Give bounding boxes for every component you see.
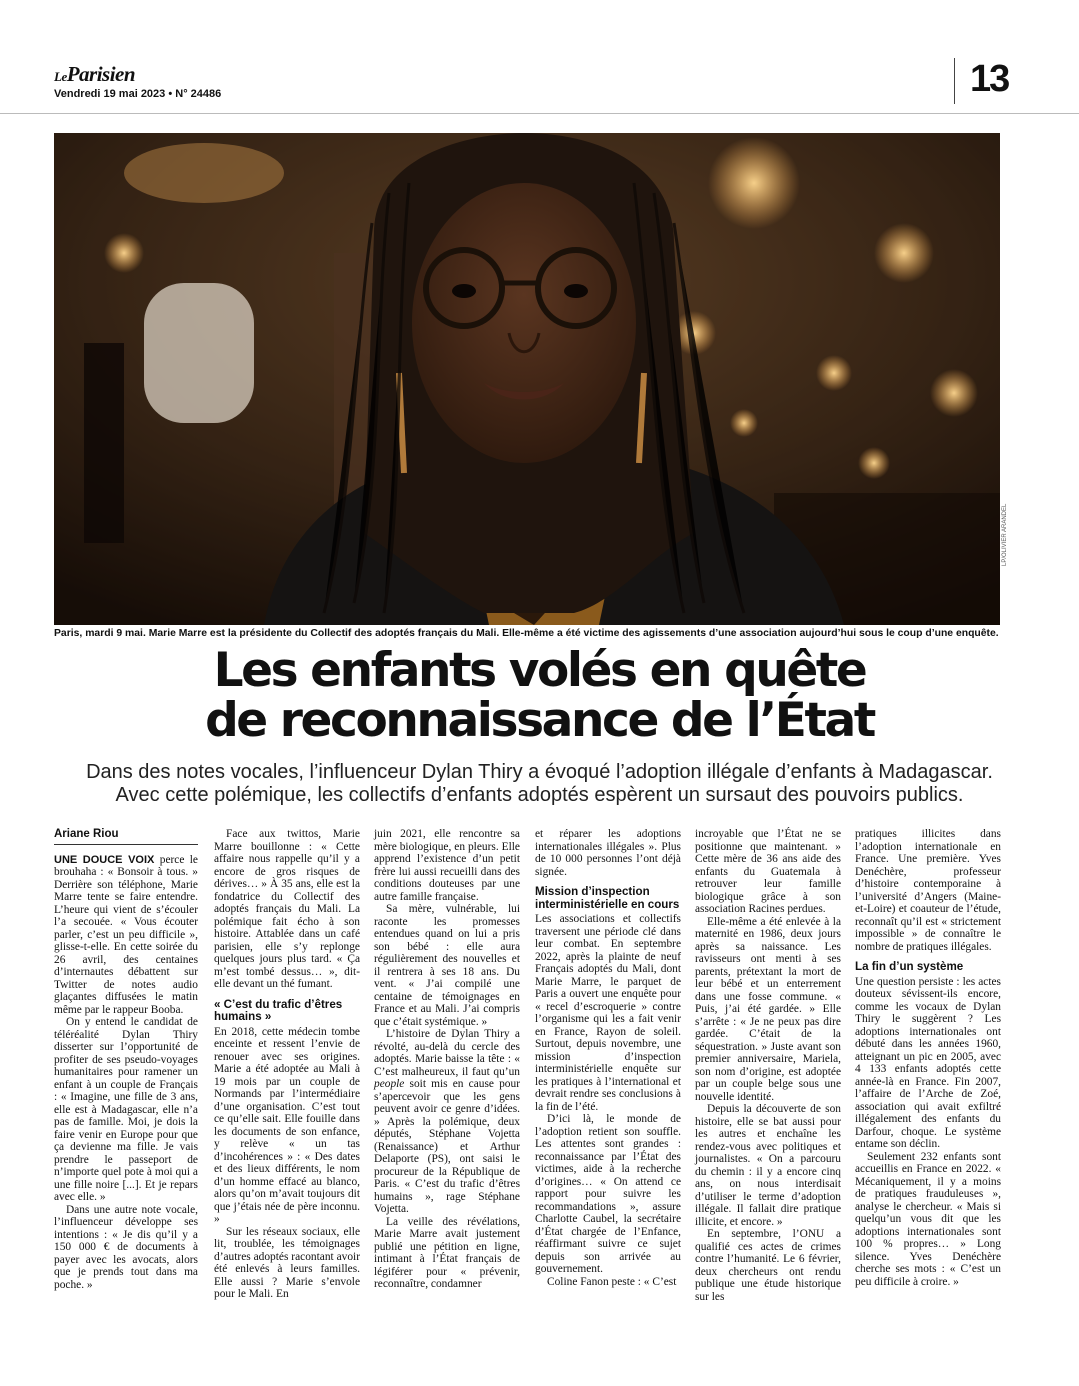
- paragraph: [374, 1028, 520, 1216]
- paragraph-text: L’histoire de Dylan Thiry a révolté, au-delà du cercle des adoptés. Marie baisse la tête : « C’est malheureux, il faut qu’un: [374, 1028, 520, 1078]
- logo-name: Parisien: [66, 62, 136, 86]
- headline: [0, 643, 1079, 748]
- paragraph: et réparer les adoptions internationales illégales ». Plus de 10 000 personnes l’ont déjà signée.: [535, 828, 681, 878]
- paragraph: Sa mère, vulnérable, lui raconte les promesses entendues quand on lui a pris son bébé : elle aura régulièrement des nouvelles et il rentrera à ses 18 ans. Du vent. « J’ai compilé une centaine de témoignages en France et au Mali. J’ai compris que c’était systémique. »: [374, 903, 520, 1028]
- lead-in: UNE DOUCE VOIX: [54, 853, 155, 866]
- standfirst-line-2: Avec cette polémique, les collectifs d’enfants adoptés espèrent un sursaut des pouvoirs publics.: [115, 784, 964, 806]
- paragraph: [54, 854, 198, 1017]
- italic-word: people: [374, 1078, 405, 1090]
- subheading: La fin d’un système: [855, 960, 964, 973]
- logo-le: Le: [54, 69, 67, 84]
- article-column-3: [374, 828, 520, 1291]
- paragraph-text: soit mis en cause pour s’apercevoir que les gens peuvent avoir ce genre d’idées. » Après la polémique, deux députés, Stéphane Vojetta (Renaissance) et Arthur Delaporte (PS), ont saisi le procureur de la République de Paris. « C’est du trafic d’êtres humains », rage Stéphane Vojetta.: [374, 1078, 520, 1215]
- paragraph: Coline Fanon peste : « C’est: [547, 1275, 677, 1288]
- paragraph: D’ici là, le monde de l’adoption retient son souffle. Les attentes sont grandes : reconnaissance par l’État des victimes, aide à la recherche d’origines… « On attend ce rapport pour suivre les recommandations », assure Charlotte Caubel, la secrétaire d’État chargée de l’Enfance, réaffirmant suivre ce sujet depuis son arrivée au gouvernement.: [535, 1113, 681, 1275]
- paragraph: Depuis la découverte de son histoire, elle se bat aussi pour les autres et enchaîne les rendez-vous avec politiques et journalistes. « On a parcouru du chemin : il y a encore cinq ans, on nous interdisait d’utiliser le terme d’adoption illégale. Il fallait dire pratique illicite, et encore. »: [695, 1103, 841, 1228]
- headline-line-1: Les enfants volés en quête: [213, 643, 866, 698]
- paragraph: Une question persiste : les actes douteux sévissent-ils encore, comme les vocaux de Dylan Thiry le suggèrent ? Les adoptions internationales ont débuté dans les années 1960, atteignant un pic en 2005, avec 4 133 enfants adoptés cette année-là en France. Fin 2007, l’affaire de l’Arche de Zoé, association qui avait exfiltré illégalement des enfants du Darfour, choque. Le système entame son déclin.: [855, 975, 1001, 1150]
- article-column-6: [855, 828, 1001, 1288]
- paragraph: La veille des révélations, Marie Marre avait justement publié une pétition en ligne, intimant à l’État français de légiférer pour « prévenir, reconnaître, condamner: [374, 1215, 520, 1290]
- photo-illustration: [54, 133, 1000, 625]
- paragraph: juin 2021, elle rencontre sa mère biologique, en pleurs. Elle apprend l’existence d’un petit frère lui aussi recueilli dans des conditions douteuses par une autre famille française.: [374, 828, 520, 903]
- byline: Ariane Riou: [54, 828, 198, 845]
- header-divider: [954, 58, 955, 104]
- article-column-5: [695, 828, 841, 1303]
- paragraph: En septembre, l’ONU a qualifié ces actes de crimes contre l’humanité. Le 6 février, deux chercheurs ont rendu publique une étude historique sur les: [695, 1228, 841, 1303]
- article-column-2: [214, 828, 360, 1301]
- page-number: 13: [970, 58, 1009, 100]
- paragraph: On y entend le candidat de téléréalité Dylan Thiry disserter sur l’opportunité de profiter de ses pseudo-voyages humanitaires pour ramener un enfant à un couple de Français : « Imagine, une fille de 3 ans, elle est à Madagascar, elle n’a pas de famille. Moi, je dois la faire venir en Europe pour que ça devienne ma fille. Je vais prendre le passeport de n’importe quel pote à moi qui a une fille noire [...]. Et je repars avec elle. »: [54, 1016, 198, 1203]
- standfirst-line-1: Dans des notes vocales, l’influenceur Dylan Thiry a évoqué l’adoption illégale d’enfants à Madagascar.: [86, 761, 993, 783]
- paragraph: Elle-même a été enlevée à la maternité en 1986, deux jours après sa naissance. Les ravisseurs ont menti à ses parents, prétextant la mort de leur bébé et un enterrement dans une fosse commune. « Puis, j’ai été gardée. » Elle s’arrête : « Je ne peux pas dire gardée. C’était de la séquestration. » Juste avant son premier anniversaire, Mariela, son nom d’origine, est adoptée par un couple belge sous une nouvelle identité.: [695, 915, 841, 1103]
- headline-line-2: de reconnaissance de l’État: [205, 693, 874, 748]
- paragraph: Sur les réseaux sociaux, elle lit, troublée, les témoignages d’autres adoptés racontant avoir été enlevés à leurs familles. Elle aussi ? Marie s’envole pour le Mali. En: [214, 1225, 360, 1300]
- portrait-photo: [54, 133, 1000, 625]
- dateline: Vendredi 19 mai 2023 • N° 24486: [54, 88, 222, 100]
- paragraph: Seulement 232 enfants sont accueillis en France en 2022. « Mécaniquement, il y a moins de pratiques frauduleuses », analyse le chercheur. « Mais si quelqu’un vous dit que les adoptions internationales sont 100 % propres… » Long silence. Yves Denéchère cherche ses mots : « C’est un peu difficile à croire. »: [855, 1150, 1001, 1288]
- paragraph: pratiques illicites dans l’adoption internationale en France. Une première. Yves Denéchère, professeur d’histoire contemporaine à l’université d’Angers (Maine-et-Loire) et coauteur de l’étude, reconnaît qu’il est « strictement impossible » de connaître le nombre de pratiques illégales.: [855, 828, 1001, 953]
- paragraph: Les associations et collectifs traversent une période clé dans leur combat. En septembre 2022, après la plainte de neuf Français adoptés du Mali, dont Marie Marre, le parquet de Paris a ouvert une enquête pour « recel d’escroquerie » contre l’organisme qui les a fait venir en France, Rayon de soleil. Surtout, depuis novembre, une mission d’inspection interministérielle enquête sur les pratiques à l’international et devrait rendre ses conclusions à la fin de l’été.: [535, 913, 681, 1113]
- header-rule: [0, 113, 1079, 114]
- photo-credit: LP/OLIVIER ARANDEL: [1002, 503, 1008, 566]
- subheading: Mission d’inspection interministérielle en cours: [535, 885, 680, 911]
- paragraph: Face aux twittos, Marie Marre bouillonne : « Cette affaire nous rappelle qu’il y a encore de gros risques de dérives… » À 35 ans, elle est la fondatrice du Collectif des adoptés français du Mali. La polémique fait écho à son histoire. Attablée dans un café parisien, elle s’y replonge quelques jours plus tard. « Ça m’est tombé dessus… », dit-elle devant un thé fumant.: [214, 828, 360, 990]
- standfirst: [0, 761, 1079, 807]
- article-column-1: [54, 828, 198, 1291]
- masthead-logo: [54, 62, 135, 87]
- paragraph-text: perce le brouhaha : « Bonsoir à tous. » Derrière son téléphone, Marie Marre tente se faire entendre. L’heure qui vient de s’écouler l’a secouée. « Vous écouter parler, c’est un peu difficile », glisse-t-elle. En cette soirée du 26 avril, des centaines d’internautes débattent sur Twitter de notes audio glaçantes diffusées le matin même par le rappeur Booba.: [54, 853, 198, 1016]
- photo-caption: Paris, mardi 9 mai. Marie Marre est la présidente du Collectif des adoptés français du Mali. Elle-même a été victime des agissements d’une association aujourd’hui sous le coup d’une enquête.: [54, 628, 999, 639]
- paragraph: Dans une autre note vocale, l’influenceur développe ses intentions : « Je dis qu’il y a 150 000 € de documents à payer avec les avocats, alors que je prends tout dans ma poche. »: [54, 1203, 198, 1291]
- article-column-4: [535, 828, 681, 1288]
- subheading: « C’est du trafic d’êtres humains »: [214, 997, 343, 1023]
- paragraph: incroyable que l’État ne se positionne que maintenant. » Cette mère de 36 ans aide des enfants du Guatemala à retrouver leur famille biologique grâce à son association Racines perdues.: [695, 828, 841, 915]
- paragraph: En 2018, cette médecin tombe enceinte et ressent l’envie de renouer avec ses origines. Marie a été adoptée au Mali à 19 mois par un couple de Normands par l’intermédiaire d’une organisation. C’est tout ce qu’elle sait. Elle fouille dans les documents de son enfance, y relève « un tas d’incohérences » : « Des dates et des lieux différents, le nom d’un homme effacé au blanco, alors qu’on m’avait toujours dit que j’étais née de père inconnu. »: [214, 1025, 360, 1225]
